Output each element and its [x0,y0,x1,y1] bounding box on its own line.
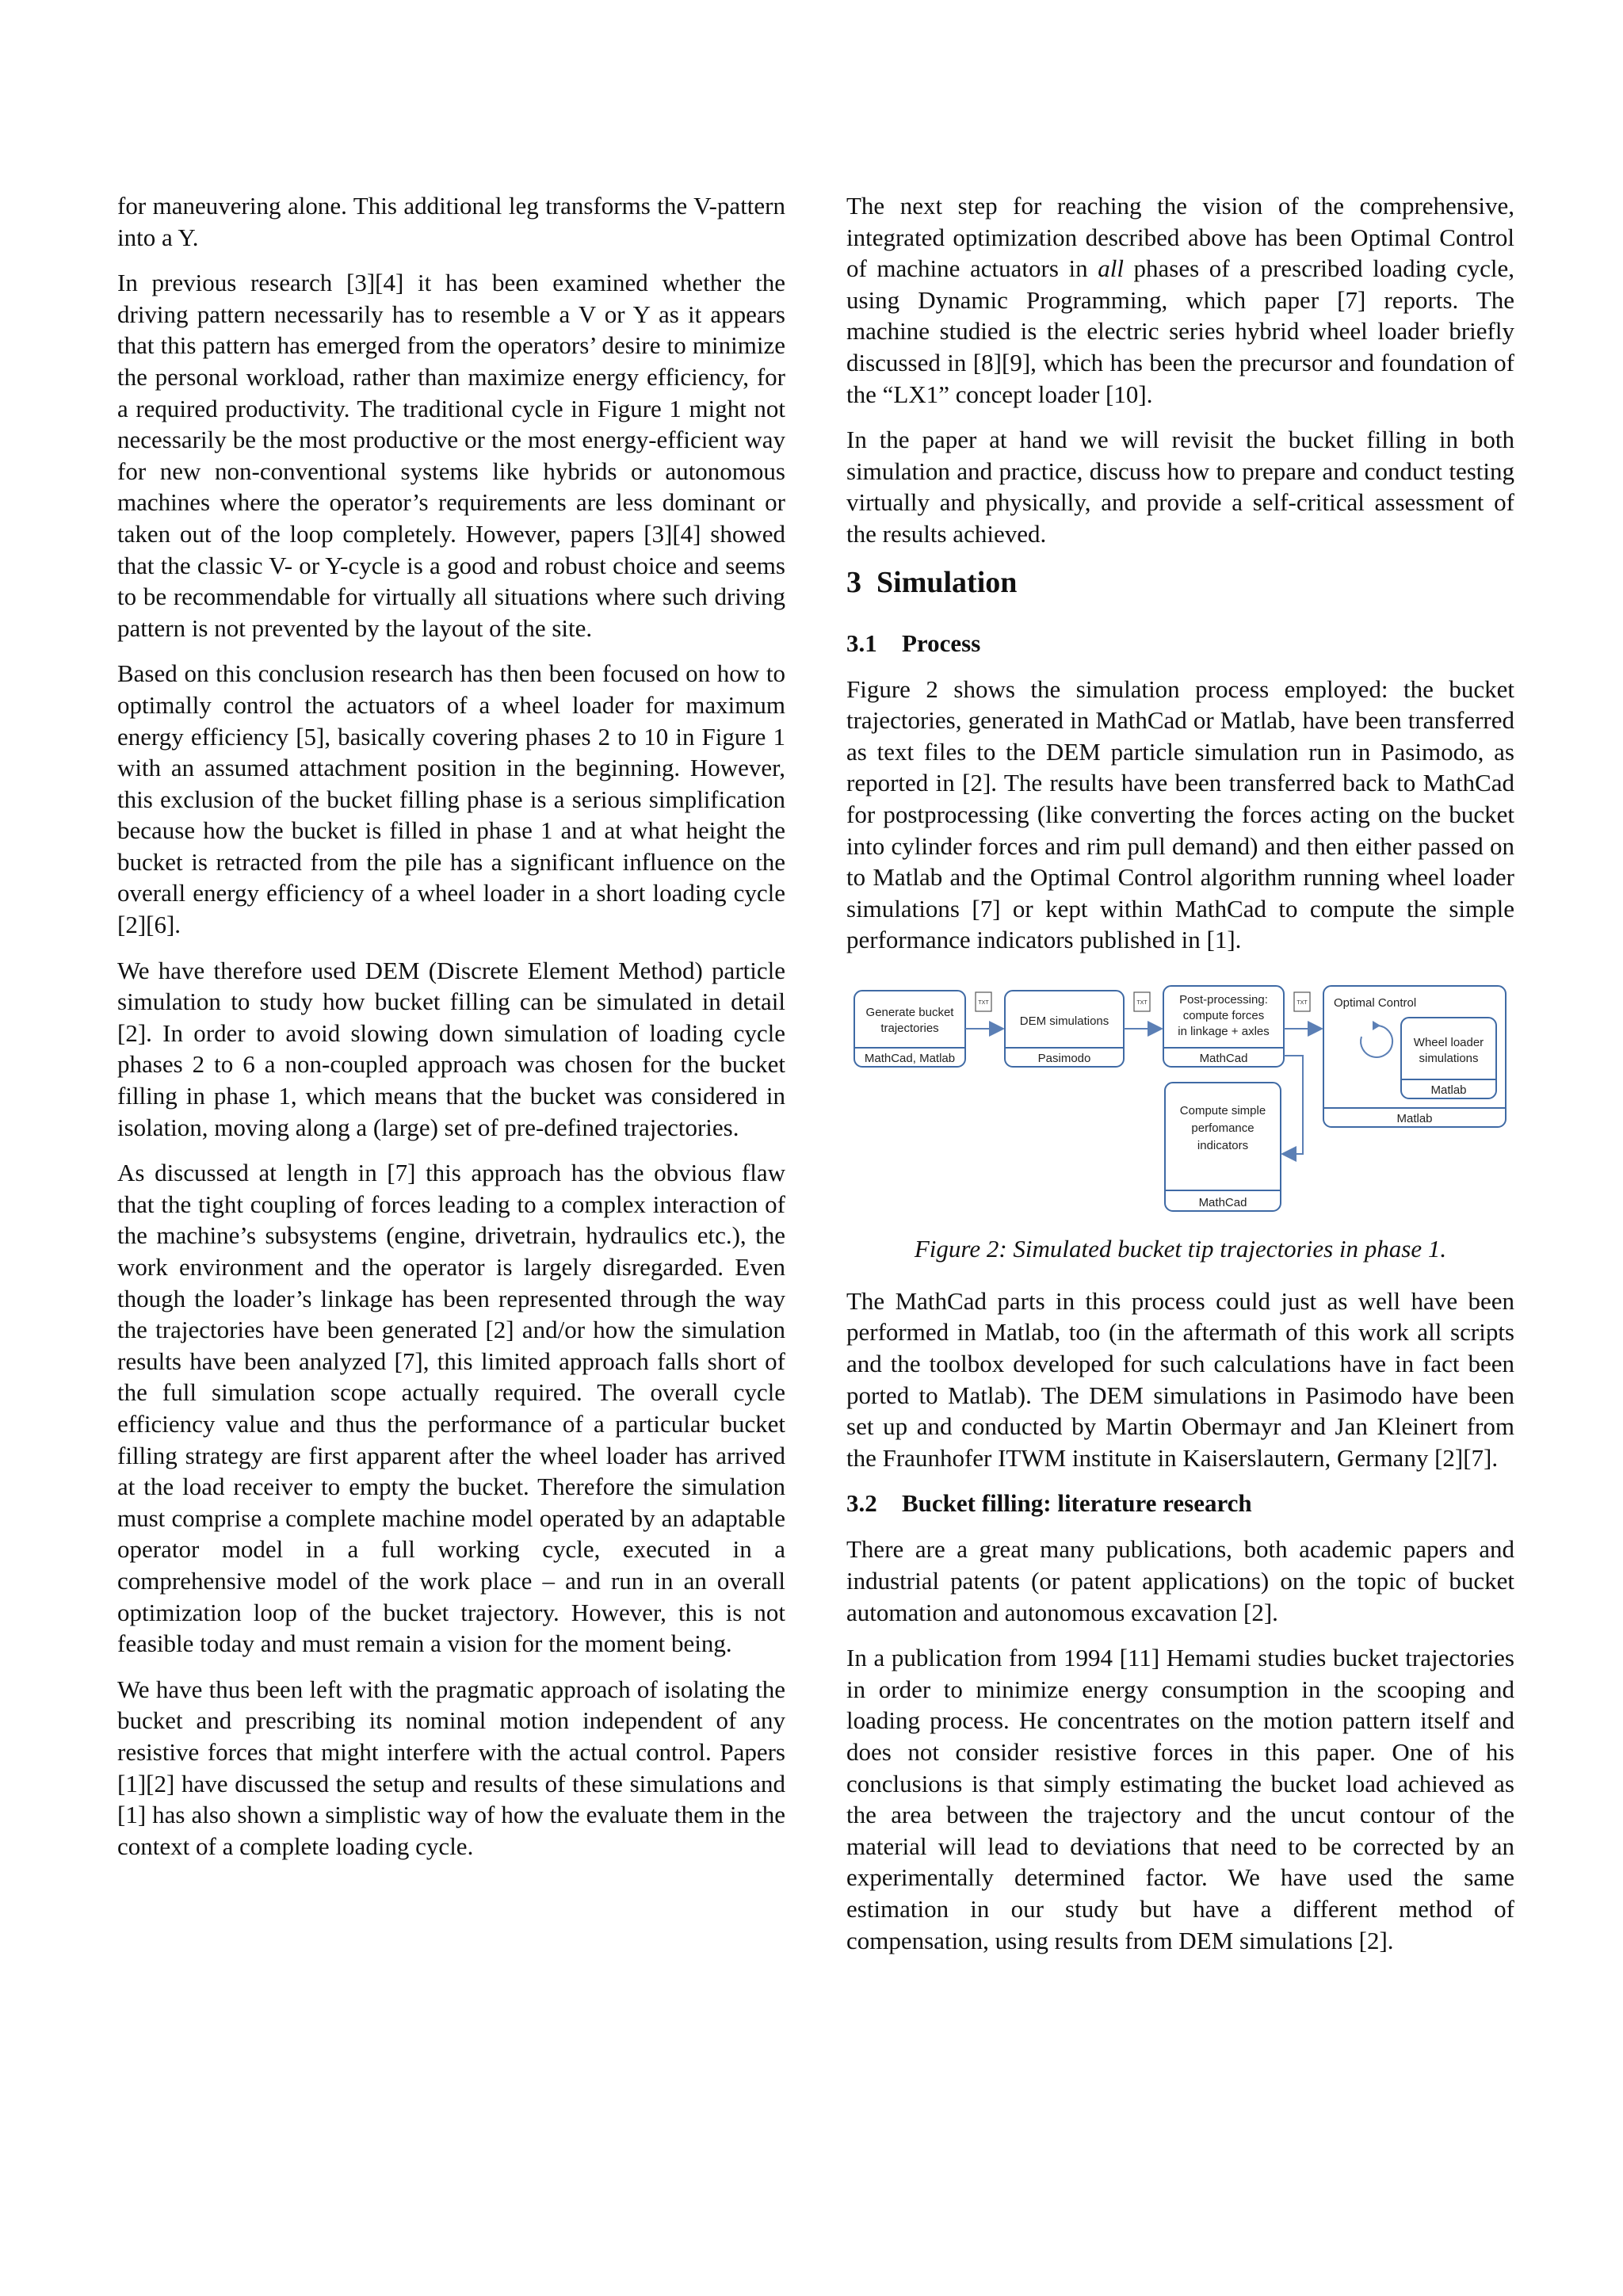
intro-text-emphasis: all [1098,254,1124,283]
subsection-number: 3.1 [846,628,877,657]
right-column [846,190,1514,1970]
txt-label-1: TXT [978,999,989,1006]
optimal-title: Optimal Control [1334,995,1417,1010]
post-title-line1: Post-processing: [1179,992,1268,1007]
intro-text-b: phases of a prescribed loading cycle, using Dynamic Programming, which paper [7] reports. The machine studied is the electric series hybrid wheel loader briefly discussed in [8][9], which has been the precursor and foundation of the “LX1” concept loader [10]. [846,254,1514,408]
left-column [117,190,785,1876]
section-number: 3 [846,565,861,599]
txt-file-icon [1134,992,1150,1011]
subsection-3-2-heading [846,1488,1514,1519]
txt-label-3: TXT [1296,999,1308,1006]
paragraph-4: We have therefore used DEM (Discrete Element Method) particle simulation to study how bucket filling can be simulated in detail [2]. In order to avoid slowing down simulation of loading cycle phases 2 to 6 a non-coupled approach was chosen for the bucket filling in phase 1, which means that the bucket was considered in isolation, moving along a (large) set of pre-defined trajectories. [117,956,785,1141]
dem-title: DEM simulations [1019,1014,1109,1028]
txt-file-icon [1294,992,1310,1011]
compute-title-line3: indicators [1197,1138,1249,1152]
paragraph-5: As discussed at length in [7] this approach has the obvious flaw that the tight coupling of forces leading to a complex interaction of the machine’s subsystems (engine, drivetrain, hydraulics etc.), the work environment and the operator is largely disregarded. Even though the loader’s linkage has been represented through the way the trajectories have been generated [2] and/or how the simulation results have been analyzed [7], this limited approach falls short of the full simulation scope actually required. The overall cycle efficiency value and thus the performance of a particular bucket filling strategy are first apparent after the wheel loader has arrived at the load receiver to empty the bucket. Therefore the simulation must comprise a complete machine model operated by an adaptable operator model in a full working cycle, executed in a comprehensive model of the work place – and run in an overall optimization loop of the bucket trajectory. However, this is not feasible today and must remain a vision for the moment being. [117,1159,785,1658]
wheel-loader-simulations-box [1401,1018,1496,1098]
literature-paragraph-1: There are a great many publications, both academic papers and industrial patents (or patent applications) on the topic of bucket automation and autonomous excavation [2]. [846,1535,1514,1626]
compute-indicators-box [1165,1083,1281,1211]
paragraph-3: Based on this conclusion research has then been focused on how to optimally control the actuators of a wheel loader for maximum energy efficiency [5], basically covering phases 2 to 10 in Figure 1 with an assumed attachment position in the beginning. However, this exclusion of the bucket filling phase is a serious simplification because how the bucket is filled in phase 1 and at what height the bucket is retracted from the pile has a significant influence on the overall energy efficiency of a wheel loader in a short loading cycle [2][6]. [117,659,785,939]
figure-2-caption: Figure 2: Simulated bucket tip trajectories in phase 1. [914,1234,1447,1263]
subsection-3-1-heading [846,628,1514,659]
compute-title-line1: Compute simple [1179,1103,1266,1117]
intro-text-a: The next step for reaching the vision of the comprehensive, integrated optimization described above has been Optimal Control of machine actuators in [846,192,1514,283]
paragraph-2: In previous research [3][4] it has been examined whether the driving pattern necessarily has to resemble a V or Y as it appears that this pattern has emerged from the operators’ desire to minimize the personal workload, rather than maximize energy efficiency, for a required productivity. The traditional cycle in Figure 1 might not necessarily be the most productive or the most energy-efficient way for new non-conventional systems like hybrids or autonomous machines where the operator’s requirements are less dominant or taken out of the loop completely. However, papers [3][4] showed that the classic V- or Y-cycle is a good and robust choice and seems to be recommendable for virtually all situations where such driving pattern is not prevented by the layout of the site. [117,269,785,642]
post-processing-box [1163,986,1284,1067]
intro-paragraph-1 [846,190,1514,410]
after-figure-paragraph: The MathCad parts in this process could just as well have been performed in Matlab, too (in the aftermath of this work all scripts and the toolbox developed for such calculations have in fact been ported to Matlab). The DEM simulations in Pasimodo have been set up and conducted by Martin Obermayr and Jan Kleinert from the Fraunhofer ITWM institute in Kaiserslautern, Germany [2][7]. [846,1286,1514,1472]
generate-title-line2: trajectories [880,1021,939,1035]
subsection-number: 3.2 [846,1489,877,1518]
paragraph-1: for maneuvering alone. This additional leg transforms the V-pattern into a Y. [117,192,785,251]
dem-tool: Pasimodo [1037,1051,1091,1065]
subsection-title: Process [902,628,981,657]
section-3-heading [846,564,1514,601]
wheel-title-line2: simulations [1419,1051,1479,1065]
txt-label-2: TXT [1136,999,1148,1006]
intro-paragraph-2: In the paper at hand we will revisit the bucket filling in both simulation and practice, discuss how to prepare and conduct testing virtually and physically, and provide a self-critical assessment of the results achieved. [846,426,1514,548]
txt-file-icon [976,992,991,1011]
wheel-title-line1: Wheel loader [1413,1035,1484,1049]
figure-2-process-diagram [846,980,1514,1217]
process-diagram-svg [846,980,1514,1217]
compute-tool: MathCad [1198,1195,1247,1209]
post-to-compute-connector [1282,1056,1303,1154]
process-paragraph: Figure 2 shows the simulation process employed: the bucket trajectories, generated in MathCad or Matlab, have been transferred as text files to the DEM particle simulation run in Pasimodo, as reported in [2]. The results have been transferred back to MathCad for postprocessing (like converting the forces acting on the bucket into cylinder forces and rim pull demand) and then either passed on to Matlab and the Optimal Control algorithm running wheel loader simulations [7] or kept within MathCad to compute the simple performance indicators published in [1]. [846,674,1514,954]
literature-paragraph-2: In a publication from 1994 [11] Hemami studies bucket trajectories in order to minimize energy consumption in the scooping and loading process. He concentrates on the motion pattern itself and does not consider resistive forces in this paper. One of his conclusions is that simply estimating the bucket load achieved as the area between the trajectory and the uncut contour of the material will lead to deviations that need to be corrected by an experimentally determined factor. We have used the same estimation in our study but have a different method of compensation, using results from DEM simulations [2]. [846,1644,1514,1954]
generate-title-line1: Generate bucket [865,1005,954,1019]
generate-trajectories-box [854,991,965,1067]
optimal-control-box [1323,986,1506,1127]
compute-title-line2: perfomance [1191,1121,1254,1135]
wheel-tool: Matlab [1430,1083,1467,1097]
post-tool: MathCad [1199,1051,1248,1065]
paragraph-6: We have thus been left with the pragmatic approach of isolating the bucket and prescribing its nominal motion independent of any resistive forces that might interfere with the actual control. Papers [1][2] have discussed the setup and results of these simulations and [1] has also shown a simplistic way of how the evaluate them in the context of a complete loading cycle. [117,1675,785,1860]
post-title-line3: in linkage + axles [1178,1024,1270,1038]
generate-tool: MathCad, Matlab [864,1051,956,1065]
post-title-line2: compute forces [1182,1008,1265,1022]
optimal-tool: Matlab [1396,1111,1433,1125]
dem-simulations-box [1005,991,1124,1067]
subsection-title: Bucket filling: literature research [902,1489,1252,1518]
section-title: Simulation [876,565,1018,599]
